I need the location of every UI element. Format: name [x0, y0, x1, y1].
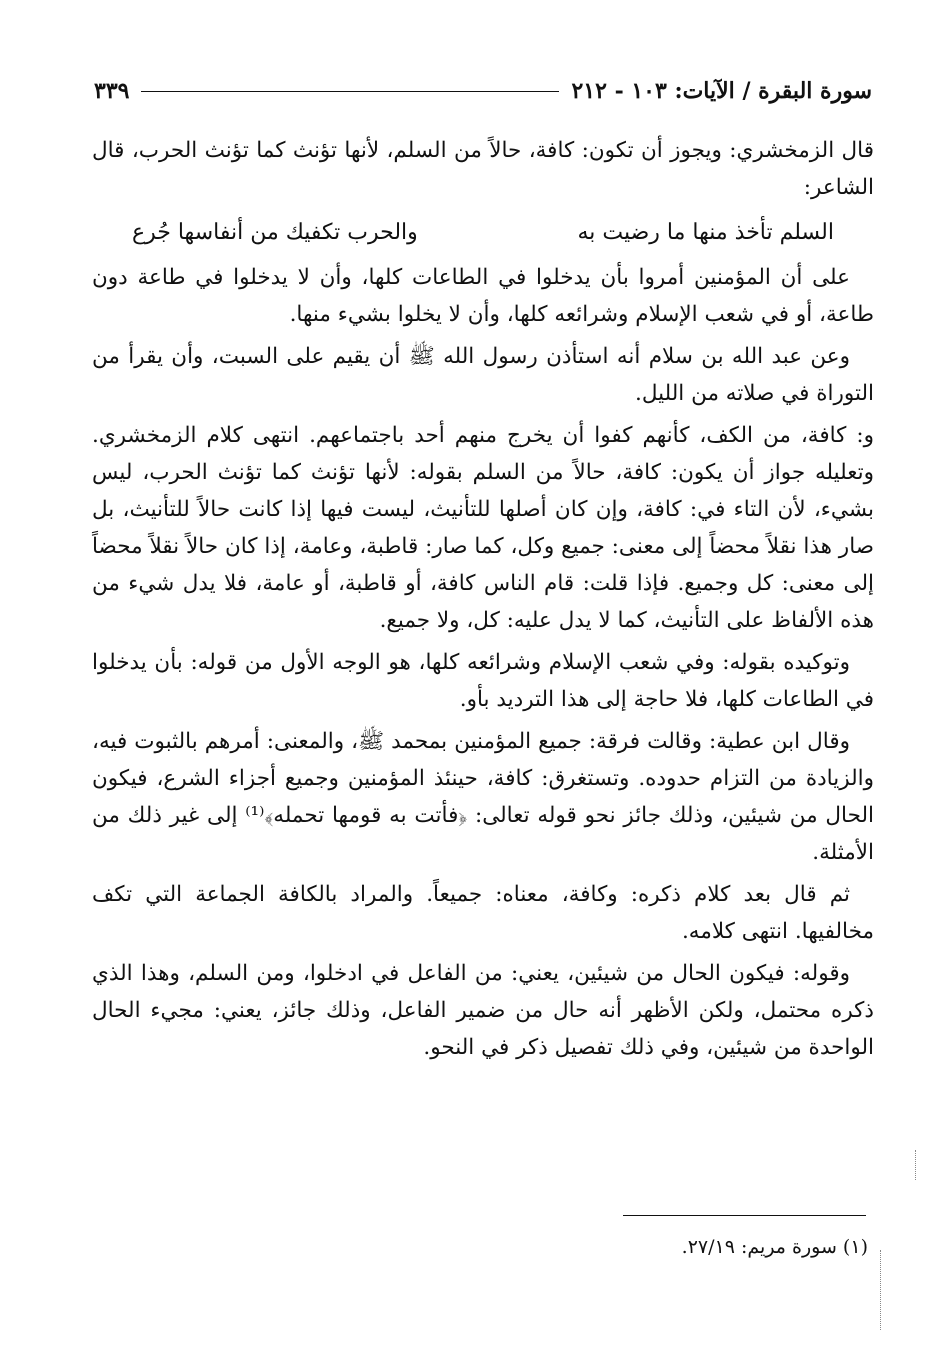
- footnote-separator: [623, 1215, 866, 1216]
- paragraph-6: وقال ابن عطية: وقالت فرقة: جميع المؤمنين بمحمد ﷺ، والمعنى: أمرهم بالثبوت فيه، والزيادة من التزام حدوده. وتستغرق: كافة، حينئذ المؤمنين وجميع أجزاء الشرع، فيكون الحال من شيئين، وذلك جائز نحو قوله تعالى: ﴿فأتت به قومها تحمله﴾⁽¹⁾ إلى غير ذلك من الأمثلة.: [92, 729, 874, 865]
- paragraph-5: وتوكيده بقوله: وفي شعب الإسلام وشرائعه كلها، هو الوجه الأول من قوله: بأن يدخلوا في الطاعات كلها، فلا حاجة إلى هذا الترديد بأو.: [92, 650, 874, 712]
- margin-dot-mark: [880, 1250, 881, 1330]
- header-title: سورة البقرة / الآيات: ١٠٣ - ٢١٢: [571, 78, 872, 104]
- footnote: (١) سورة مريم: ٢٧/١٩.: [681, 1236, 868, 1258]
- header-rule: [141, 91, 559, 92]
- margin-dot-mark: [915, 1150, 916, 1180]
- paragraph-7: ثم قال بعد كلام ذكره: وكافة، معناه: جميعاً. والمراد بالكافة الجماعة التي تكف مخالفيها. انتهى كلامه.: [92, 882, 874, 944]
- running-header: [94, 78, 872, 104]
- poetry-verse: [132, 211, 834, 255]
- paragraph-2: على أن المؤمنين أمروا بأن يدخلوا في الطاعات كلها، وأن لا يدخلوا في طاعة دون طاعة، أو في شعب الإسلام وشرائعه كلها، وأن لا يخلوا بشيء منها.: [92, 265, 874, 327]
- verse-first-hemistich: السلم تأخذ منها ما رضيت به: [577, 220, 834, 245]
- page-number: ٣٣٩: [94, 78, 130, 104]
- verse-second-hemistich: والحرب تكفيك من أنفاسها جُرع: [132, 220, 418, 245]
- paragraph-1: قال الزمخشري: ويجوز أن تكون: كافة، حالاً من السلم، لأنها تؤنث كما تؤنث الحرب، قال الشاعر:: [92, 138, 874, 200]
- paragraph-8: وقوله: فيكون الحال من شيئين، يعني: من الفاعل في ادخلوا، ومن السلم، وهذا الذي ذكره محتمل، ولكن الأظهر أنه حال من ضمير الفاعل، وذلك جائز، يعني: مجيء الحال الواحدة من شيئين، وفي ذلك تفصيل ذكر في النحو.: [92, 961, 874, 1060]
- paragraph-4: و: كافة، من الكف، كأنهم كفوا أن يخرج منهم أحد باجتماعهم. انتهى كلام الزمخشري. وتعليله جواز أن يكون: كافة، حالاً من السلم بقوله: لأنها تؤنث كما تؤنث الحرب، ليس بشيء، لأن التاء في: كافة، وإن كان أصلها للتأنيث، ليست فيها إذا كانت حالاً للتأنيث، بل صار هذا نقلاً محضاً إلى معنى: جميع وكل، كما صار: قاطبة، وعامة، إذا كان حالاً نقلاً محضاً إلى معنى: كل وجميع. فإذا قلت: قام الناس كافة، أو قاطبة، أو عامة، فلا يدل شيء من هذه الألفاظ على التأنيث، كما لا يدل عليه: كل، ولا جميع.: [92, 423, 874, 633]
- page-body: [92, 132, 874, 1071]
- paragraph-3: وعن عبد الله بن سلام أنه استأذن رسول الله ﷺ أن يقيم على السبت، وأن يقرأ من التوراة في صلاته من الليل.: [92, 344, 874, 406]
